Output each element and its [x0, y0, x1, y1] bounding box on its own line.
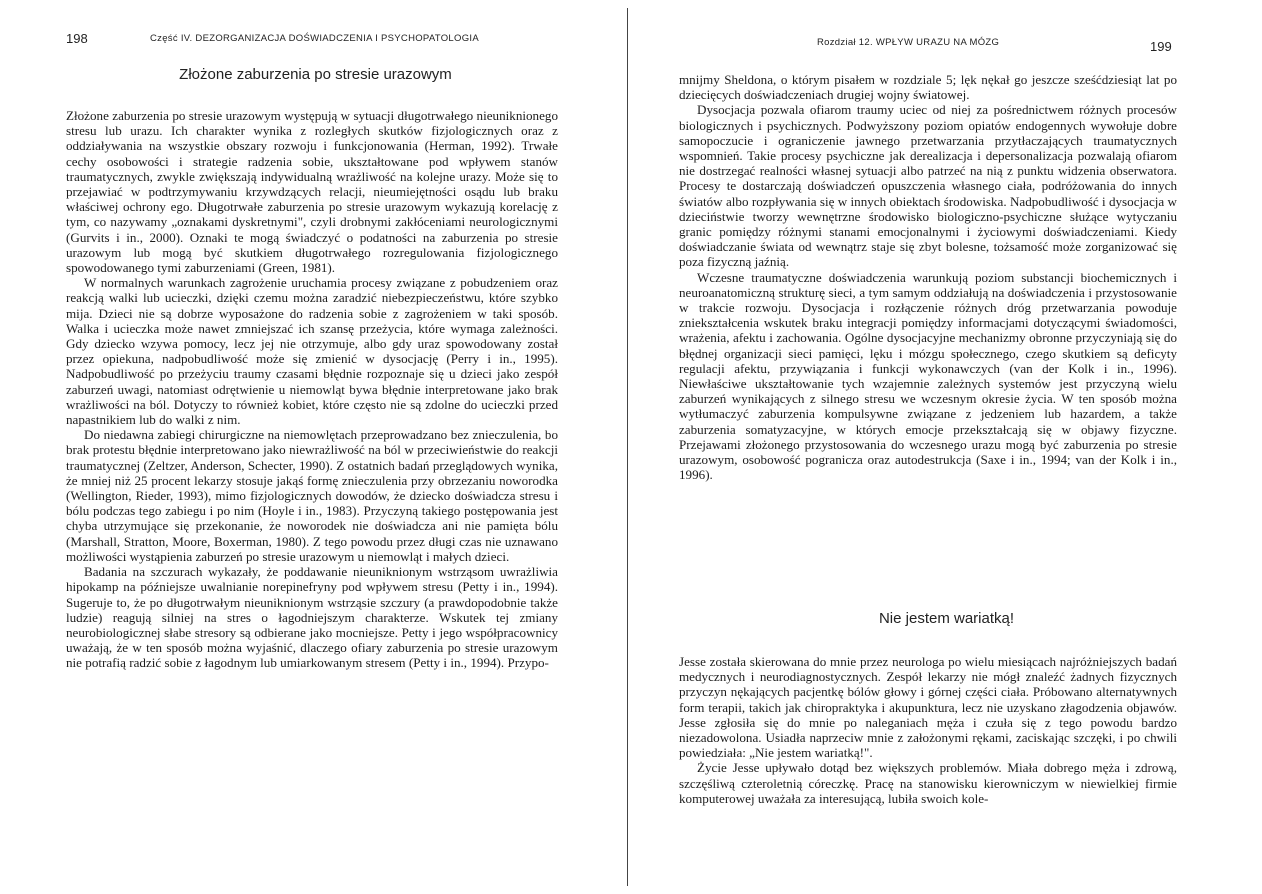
paragraph: Badania na szczurach wykazały, że poddawanie nieuniknionym wstrząsom uwrażliwia hipokamp na późniejsze uwalnianie norepinefryny pod wpływem stresu (Petty i in., 1994). Sugeruje to, że po długotrwałym nieuniknionym wstrząsie szczury (a prawdopodobnie także ludzie) reagują silniej na stres o łagodniejszym charakterze. Wskutek tej zmiany neurobiologicznej słabe stresory są odbierane jako mocniejsze. Petty i jego współpracownicy uważają, że w ten sposób można wyjaśnić, dlaczego ofiary zaburzenia po stresie urazowym nie potrafią radzić sobie z łagodnym lub umiarkowanym stresem (Petty i in., 1994). Przypo-: [66, 564, 558, 671]
section-title: Złożone zaburzenia po stresie urazowym: [179, 66, 452, 83]
paragraph: mnijmy Sheldona, o którym pisałem w rozdziale 5; lęk nękał go jeszcze sześćdziesiąt lat po dziecięcych doświadczeniach drugiej wojny światowej.: [679, 72, 1177, 103]
left-body: [66, 108, 558, 671]
paragraph: W normalnych warunkach zagrożenie uruchamia procesy związane z pobudzeniem oraz reakcją walki lub ucieczki, dzięki czemu można zaradzić niebezpieczeństwu, które szybko mija. Dzieci nie są dobrze wyposażone do radzenia sobie z zagrożeniem w taki sposób. Walka i ucieczka może nawet zmniejszać ich szansę przeżycia, które wymaga zależności. Gdy dziecko wzywa pomocy, lecz jej nie otrzymuje, albo gdy uraz spowodowany został przez opiekuna, nadpobudliwość może się zmienić w dysocjację (Perry i in., 1995). Nadpobudliwość po przeżyciu traumy czasami błędnie rozpoznaje się u dzieci jako zespół zaburzeń uwagi, natomiast odrętwienie u niemowląt bywa błędnie interpretowane jako brak wrażliwości na ból. Dotyczy to również kobiet, które często nie są zdolne do ucieczki przed napastnikiem lub do walki z nim.: [66, 275, 558, 428]
paragraph: Do niedawna zabiegi chirurgiczne na niemowlętach przeprowadzano bez znieczulenia, bo brak protestu błędnie interpretowano jako niewrażliwość na ból w przeciwieństwie do reakcji traumatycznej (Zeltzer, Anderson, Schecter, 1990). Z ostatnich badań przeglądowych wynika, że mniej niż 25 procent lekarzy stosuje jakąś formę znieczulenia przy obrzezaniu noworodka (Wellington, Rieder, 1993), mimo fizjologicznych dowodów, że dziecko doświadcza stresu i bólu podczas tego zabiegu i po nim (Hoyle i in., 1983). Przyczyną takiego postępowania jest chyba utrzymujące się przekonanie, że noworodek nie doświadcza ani nie pamięta bólu (Marshall, Stratton, Moore, Boxerman, 1980). Z tego powodu przez długi czas nie uznawano możliwości wystąpienia zaburzeń po stresie urazowym u niemowląt i małych dzieci.: [66, 427, 558, 564]
paragraph: Wczesne traumatyczne doświadczenia warunkują poziom substancji biochemicznych i neuroanatomiczną strukturę sieci, a tym samym oddziałują na doświadczenia i przystosowanie w trakcie rozwoju. Dysocjacja i rozłączenie różnych dróg przetwarzania powoduje zniekształcenia wskutek braku integracji pomiędzy informacjami dotyczącymi świadomości, wrażenia, afektu i zachowania. Ogólne dysocjacyjne mechanizmy obronne przyczyniają się do błędnej organizacji sieci pamięci, lęku i mózgu społecznego, czego skutkiem są deficyty regulacji afektu, przywiązania i funkcji wykonawczych (van der Kolk i in., 1996). Niewłaściwe ukształtowanie tych wzajemnie zależnych systemów jest przyczyną wielu zaburzeń wynikających z silnego stresu we wczesnym okresie życia. W ten sposób można wytłumaczyć zaburzenia kompulsywne związane z jedzeniem lub hazardem, a także zaburzenia somatyzacyjne, w których emocje przekształcają się w objawy fizyczne. Przejawami złożonego przystosowania do wczesnego urazu mogą być zaburzenia po stresie urazowym, osobowość pogranicza oraz autodestrukcja (Saxe i in., 1994; van der Kolk i in., 1996).: [679, 269, 1177, 483]
section-title: Nie jestem wariatką!: [878, 610, 1015, 627]
paragraph: Jesse została skierowana do mnie przez neurologa po wielu miesiącach najróżniejszych badań medycznych i neurodiagnostycznych. Zespół lekarzy nie mógł znaleźć żadnych fizycznych przyczyn nękających pacjentkę bólów głowy i górnej części ciała. Próbowano alternatywnych form terapii, takich jak chiropraktyka i akupunktura, lecz nie uzyskano złagodzenia objawów. Jesse zgłosiła się do mnie po naleganiach męża i czuła się z tego powodu bardzo niezadowolona. Usiadła naprzeciw mnie z założonymi rękami, zaciskając szczęki, i po chwili powiedziała: „Nie jestem wariatką!".: [679, 654, 1177, 761]
page-number: 198: [66, 31, 88, 46]
paragraph: Dysocjacja pozwala ofiarom traumy uciec od niej za pośrednictwem różnych procesów biologicznych i psychicznych. Podwyższony poziom opiatów endogennych wywołuje dobre samopoczucie i ograniczenie jawnego przetwarzania przytłaczających traumatycznych wspomnień. Takie procesy psychiczne jak derealizacja i depersonalizacja pozwalają ofiarom nie dostrzegać realności własnej sytuacji albo patrzeć na nią z punktu widzenia obserwatora. Procesy te dostarczają doświadczeń opuszczenia własnego ciała, podróżowania do innych światów albo rozpływania się w innych obiektach środowiska. Nadpobudliwość i dysocjacja w dzieciństwie tworzy wewnętrzne środowisko biologiczno-psychiczne służące wytyczaniu granic pomiędzy różnymi stanami emocjonalnymi i życiowymi doświadczeniami. Kiedy doświadczanie świata od wewnątrz staje się zbyt bolesne, tożsamość może zorganizować się poza fizyczną jaźnią.: [679, 102, 1177, 270]
page-number: 199: [1150, 39, 1172, 54]
paragraph: Życie Jesse upływało dotąd bez większych problemów. Miała dobrego męża i zdrową, szczęśliwą czteroletnią córeczkę. Pracę na stanowisku kierowniczym w niewielkiej firmie komputerowej uważała za interesującą, lubiła swoich kole-: [679, 760, 1177, 806]
running-header: Część IV. DEZORGANIZACJA DOŚWIADCZENIA I PSYCHOPATOLOGIA: [150, 33, 479, 44]
running-header: Rozdział 12. WPŁYW URAZU NA MÓZG: [817, 37, 1000, 48]
right-page: [631, 0, 1262, 894]
right-body-bottom: [679, 654, 1177, 806]
paragraph: Złożone zaburzenia po stresie urazowym występują w sytuacji długotrwałego nieuniknionego stresu lub urazu. Ich charakter wynika z rozległych skutków fizjologicznych oraz z oddziaływania na wszystkie obszary rozwoju i funkcjonowania (Herman, 1992). Trwałe cechy osobowości i strategie radzenia sobie, ukształtowane pod wpływem stanów traumatycznych, zwykle zwiększają indywidualną wrażliwość na kolejne urazy. Może się to przejawiać w podtrzymywaniu krzywdzących relacji, nieumiejętności osądu lub braku właściwej ochrony ego. Długotrwałe zaburzenia po stresie urazowym wykazują korelację z tym, co nazywamy „oznakami dyskretnymi", czyli drobnymi zakłóceniami neurologicznymi (Gurvits i in., 2000). Oznaki te mogą świadczyć o podatności na zaburzenia po stresie urazowym lub mogą być skutkiem długotrwałego rozregulowania fizjologicznego spowodowanego tymi zaburzeniami (Green, 1981).: [66, 108, 558, 276]
right-body-top: [679, 72, 1177, 482]
